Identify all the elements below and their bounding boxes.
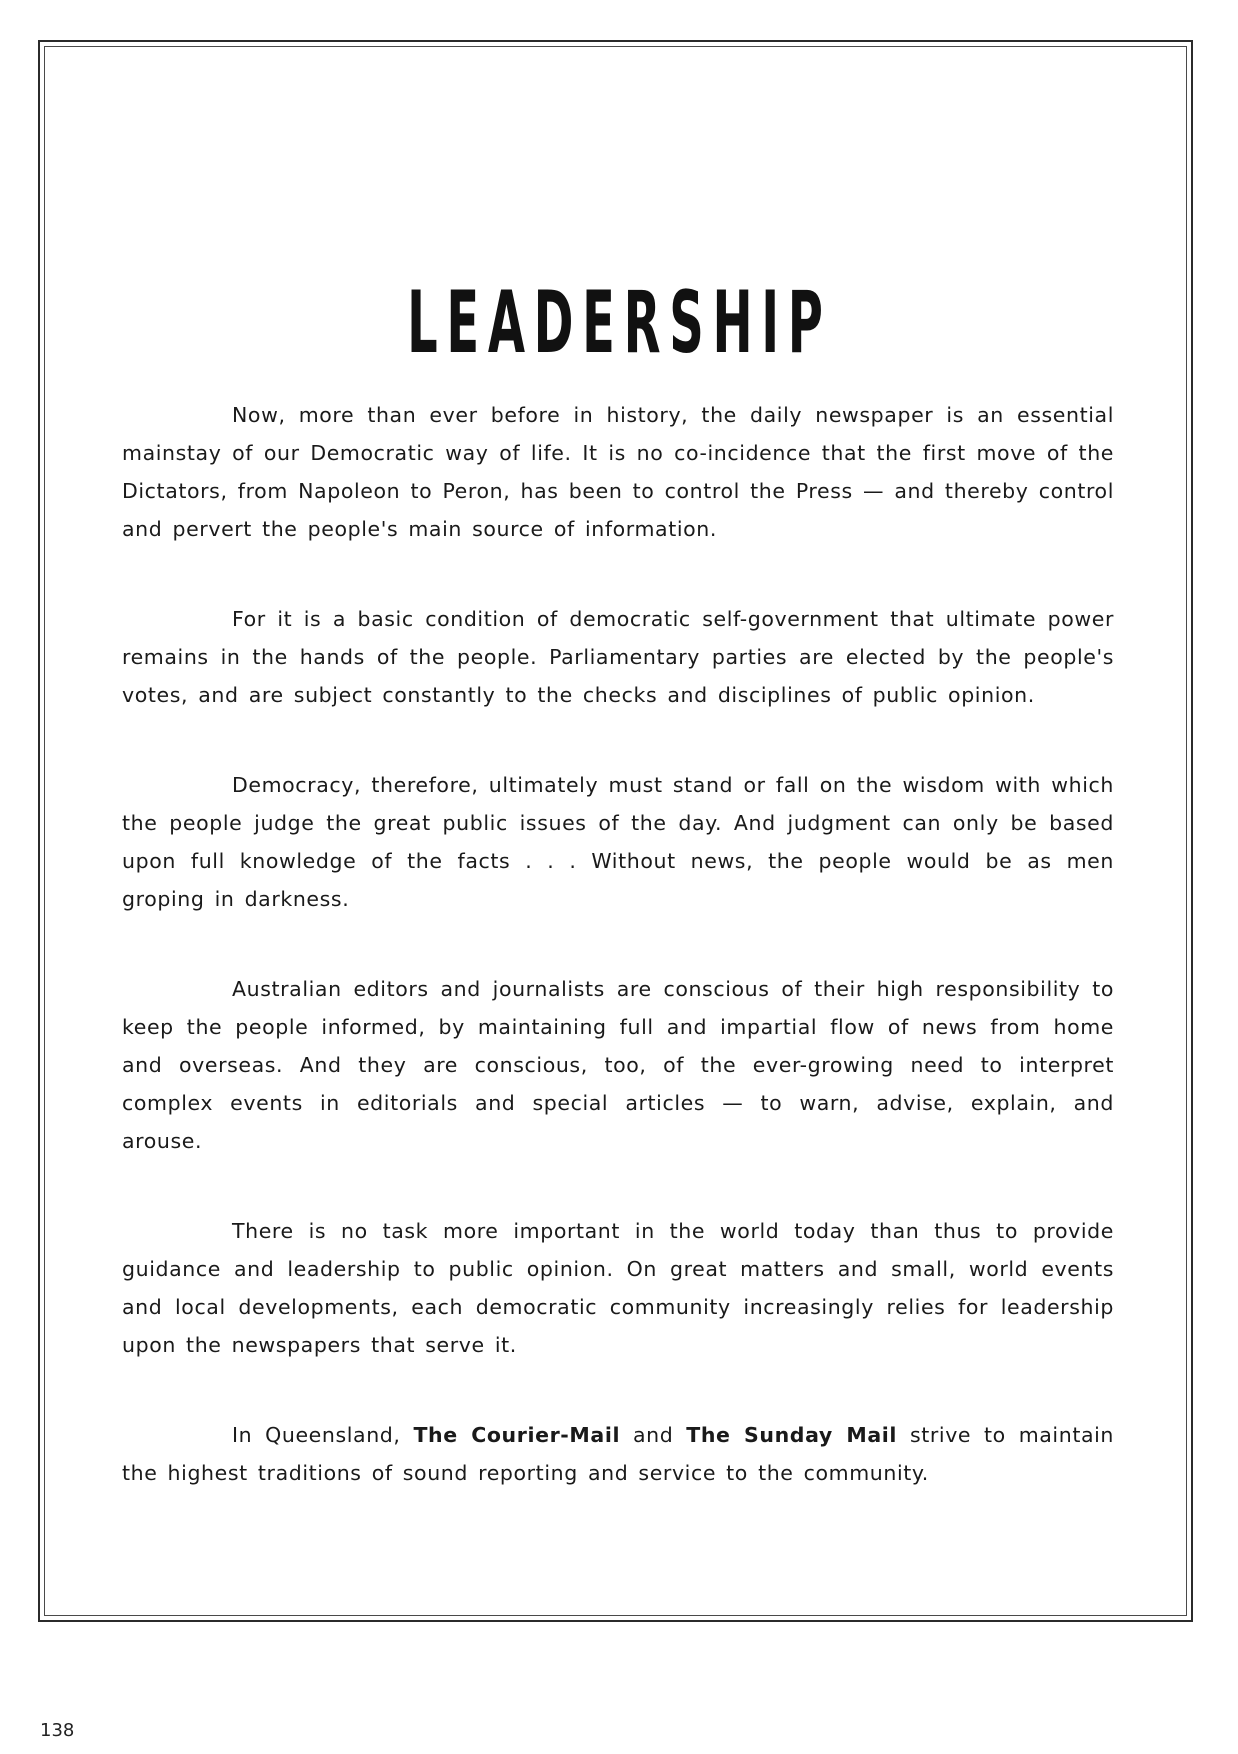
newspaper-name-courier-mail: The Courier-Mail (413, 1423, 621, 1447)
article-body (122, 396, 1114, 1544)
paragraph-4: Australian editors and journalists are conscious of their high responsibility to keep the people informed, by maintaining full and impartial flow of news from home and overseas. And they are conscious, too, of the ever-growing need to interpret complex events in editorials and special articles — to warn, advise, explain, and arouse. (122, 977, 1114, 1153)
paragraph-6-rest: strive to maintain the highest traditions of sound reporting and service to the community. (122, 1423, 1115, 1485)
paragraph-1: Now, more than ever before in history, the daily newspaper is an essential mainstay of our Democratic way of life. It is no co-incidence that the first move of the Dictators, from Napoleon to Peron, has been to control the Press — and thereby control and pervert the people's main source of information. (122, 403, 1114, 541)
paragraph-5: There is no task more important in the world today than thus to provide guidance and leadership to public opinion. On great matters and small, world events and local developments, each democratic community increasingly relies for leadership upon the newspapers that serve it. (122, 1219, 1114, 1357)
paragraph-6 (122, 1416, 1114, 1492)
page-title: LEADERSHIP (407, 272, 832, 373)
paragraph-2: For it is a basic condition of democratic self-government that ultimate power remains in the hands of the people. Parliamentary parties are elected by the people's votes, and are subject constantly to the checks and disciplines of public opinion. (122, 607, 1114, 707)
paragraph-6-middle: and (620, 1423, 687, 1447)
paragraph-6-intro: In Queensland, (232, 1423, 414, 1447)
page-number: 138 (40, 1720, 75, 1741)
paragraph-3: Democracy, therefore, ultimately must stand or fall on the wisdom with which the people judge the great public issues of the day. And judgment can only be based upon full knowledge of the facts . . . Without news, the people would be as men groping in darkness. (122, 773, 1114, 911)
newspaper-name-sunday-mail: The Sunday Mail (686, 1423, 898, 1447)
